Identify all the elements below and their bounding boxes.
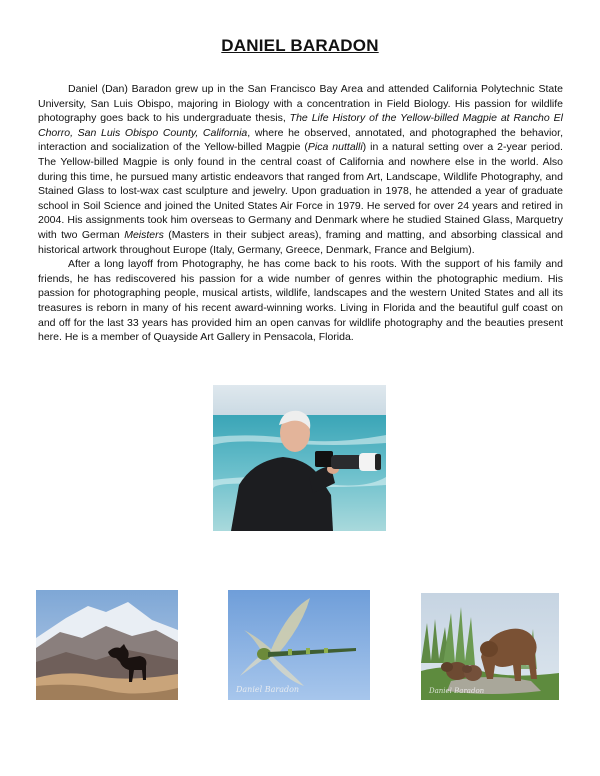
bio-p1-segment: , where he observed, annotated, and photographed the behavior, interaction and socialization of the Yellow-billed Magpie ( — [38, 126, 563, 154]
horse-photo — [36, 590, 178, 700]
dragonfly-signature: Daniel Baradon — [236, 685, 300, 694]
horse-image — [36, 590, 178, 700]
thesis-title: The Life History of the Yellow-billed Magpie at Rancho El Chorro, San Luis Obispo County, California — [38, 112, 563, 139]
species-name: Pica nuttalli — [307, 141, 363, 154]
bio-paragraph-2 — [38, 257, 563, 345]
page-title: DANIEL BARADON — [221, 36, 379, 55]
bio-p2-segment: After a long layoff from Photography, he has come back to his roots. With the support of his family and friends, he has rediscovered his passion for a wide number of genres within the photographic medium. His passion for photographing people, musical artists, wildlife, landscapes and the western United States and all its treasures is reborn in many of his recent award-winning works. Living in Florida and the beautiful gulf coast on and off for the last 33 years has provided him an open canvas for wildlife photography and the beauties present here. He is a member of Quayside Art Gallery in Pensacola, Florida. — [38, 258, 563, 344]
bears-signature: Daniel Baradon — [429, 687, 485, 695]
dragonfly-image — [228, 590, 370, 700]
bio-paragraph-1 — [38, 82, 563, 257]
bears-image — [421, 593, 559, 700]
portrait-photo — [213, 385, 386, 531]
bio-p1-segment: (Masters in their subject areas), framing and matting, and absorbing classical and historical artwork throughout Europe (Italy, Germany, Greece, Denmark, France and Belgium). — [38, 228, 563, 256]
biography-text — [38, 82, 563, 345]
bio-p1-segment: ) in a natural setting over a 2-year period. The Yellow-billed Magpie is only found in the central coast of California and nowhere else in the world. Also during this time, he pursued many artistic endeavors that ranged from Art, Landscape, Wildlife Photography, and Stained Glass to lost-wax cast sculpture and jewelry. Upon graduation in 1978, he attended a year of graduate school in Soil Science and joined the United States Air Force in 1979. He served for over 24 years and retired in 2004. His assignments took him overseas to Germany and Denmark where he studied Stained Glass, Marquetry with two German — [38, 141, 563, 241]
bears-photo — [421, 593, 559, 700]
meisters-term: Meisters — [124, 228, 164, 241]
bio-p1-segment: Daniel (Dan) Baradon grew up in the San Francisco Bay Area and attended California Polytechnic State University, San Luis Obispo, majoring in Biology with a concentration in Field Biology. His passion for wildlife photography goes back to his undergraduate thesis, — [38, 83, 563, 125]
dragonfly-photo — [228, 590, 370, 700]
portrait-image — [213, 385, 386, 531]
